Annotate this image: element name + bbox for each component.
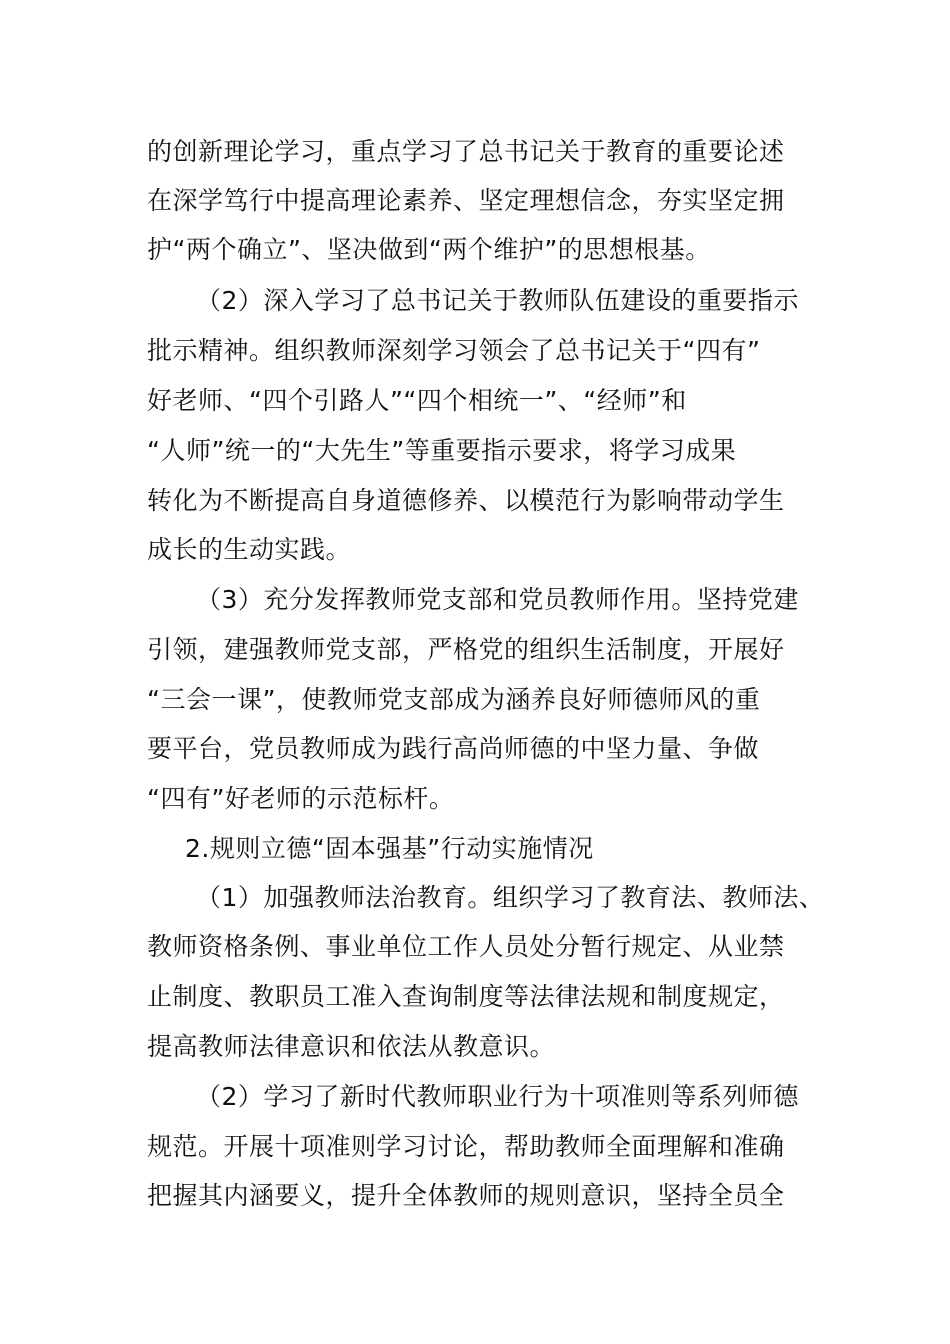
text-line: 的创新理论学习，重点学习了总书记关于教育的重要论述 bbox=[147, 137, 785, 166]
text-line: 在深学笃行中提高理论素养、坚定理想信念，夯实坚定拥 bbox=[147, 186, 785, 215]
paragraph-start-line: （1）加强教师法治教育。组织学习了教育法、教师法、 bbox=[196, 883, 825, 912]
text-line: 好老师、“四个引路人”“四个相统一”、“经师”和 bbox=[147, 386, 687, 415]
text-line: 批示精神。组织教师深刻学习领会了总书记关于“四有” bbox=[147, 336, 761, 365]
text-line: 止制度、教职员工准入查询制度等法律法规和制度规定， bbox=[147, 982, 785, 1011]
section-heading: 2.规则立德“固本强基”行动实施情况 bbox=[185, 834, 594, 863]
text-line: “三会一课”，使教师党支部成为涵养良好师德师风的重 bbox=[147, 685, 761, 714]
text-line: 护“两个确立”、坚决做到“两个维护”的思想根基。 bbox=[147, 235, 711, 264]
paragraph-start-line: （3）充分发挥教师党支部和党员教师作用。坚持党建 bbox=[196, 585, 799, 614]
text-line: 提高教师法律意识和依法从教意识。 bbox=[147, 1032, 556, 1061]
text-line: 转化为不断提高自身道德修养、以模范行为影响带动学生 bbox=[147, 486, 785, 515]
text-line: “人师”统一的“大先生”等重要指示要求，将学习成果 bbox=[147, 436, 737, 465]
text-line: “四有”好老师的示范标杆。 bbox=[147, 784, 455, 813]
paragraph-start-line: （2）深入学习了总书记关于教师队伍建设的重要指示 bbox=[196, 286, 799, 315]
text-line: 成长的生动实践。 bbox=[147, 535, 352, 564]
paragraph-start-line: （2）学习了新时代教师职业行为十项准则等系列师德 bbox=[196, 1082, 799, 1111]
text-line: 要平台，党员教师成为践行高尚师德的中坚力量、争做 bbox=[147, 734, 760, 763]
text-line: 规范。开展十项准则学习讨论，帮助教师全面理解和准确 bbox=[147, 1132, 785, 1161]
text-line: 教师资格条例、事业单位工作人员处分暂行规定、从业禁 bbox=[147, 932, 785, 961]
text-line: 把握其内涵要义，提升全体教师的规则意识，坚持全员全 bbox=[147, 1181, 785, 1210]
text-line: 引领，建强教师党支部，严格党的组织生活制度，开展好 bbox=[147, 635, 785, 664]
